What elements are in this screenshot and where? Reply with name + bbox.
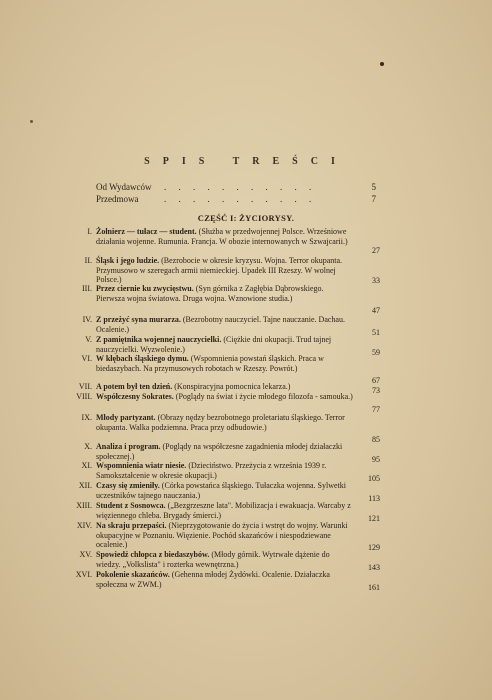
entry-page: 95	[372, 455, 380, 464]
entry-number: I.	[87, 227, 92, 236]
entry-desc: (Córka powstańca śląskiego. Tułaczka wojenna. Sylwetki uczestników tajnego nauczania.)	[96, 481, 346, 500]
entry-desc: (Dzieciństwo. Przeżycia z września 1939 r. Samokształcenie w okresie okupacji.)	[96, 461, 327, 480]
entry-page: 51	[372, 328, 380, 337]
entry-title: Student z Sosnowca.	[96, 501, 166, 510]
entry-page: 59	[372, 348, 380, 357]
entry-page: 27	[372, 246, 380, 255]
entry-desc: (Poglądy na współczesne zagadnienia młodej działaczki społecznej.)	[96, 442, 343, 461]
entry-title: Analiza i program.	[96, 442, 161, 451]
entry-text	[96, 382, 354, 392]
entry-page: 67	[372, 376, 380, 385]
prelim-row	[96, 193, 376, 205]
entry-text	[96, 354, 354, 373]
paper-spot	[30, 120, 33, 123]
entry-text	[96, 284, 354, 303]
prelim-label: Od Wydawców	[96, 182, 152, 192]
prelim-row	[96, 181, 376, 193]
entry-title: Młody partyzant.	[96, 413, 156, 422]
prelim-page: 7	[371, 194, 376, 204]
entry-number: XV.	[79, 550, 92, 559]
entry-text	[96, 521, 354, 550]
entry-desc: (Bezrobocie w okresie kryzysu. Wojna. Terror okupanta. Przymusowo w szeregach armii niemieckiej. Upadek III Rzeszy. W wolnej Polsce.)	[96, 256, 343, 285]
entry-text	[96, 481, 354, 500]
leader-dots: . . . . . . . . . . .	[164, 182, 317, 192]
entry-page: 73	[372, 386, 380, 395]
prelim-label: Przedmowa	[96, 194, 139, 204]
entry-text	[96, 256, 354, 285]
entry-page: 47	[372, 306, 380, 315]
entry-number: VII.	[78, 382, 92, 391]
entry-desc: (Nieprzygotowanie do życia i wstręt do wojny. Warunki okupacyjne w Poznaniu. Więzienie. Pochód skazańców i niespodziewane ocalenie.)	[96, 521, 348, 550]
entry-page: 85	[372, 435, 380, 444]
entry-number: XI.	[81, 461, 92, 470]
entry-title: A potem był ten dzień.	[96, 382, 173, 391]
prelim-page: 5	[371, 182, 376, 192]
entry-page: 143	[368, 563, 380, 572]
entry-number: X.	[84, 442, 92, 451]
entry-page: 121	[368, 514, 380, 523]
entry-number: III.	[82, 284, 92, 293]
entry-desc: (Ciężkie dni okupacji. Trud tajnej nauczycielki. Wyzwolenie.)	[96, 335, 332, 354]
entry-number: XVI.	[75, 570, 92, 579]
entry-title: Śląsk i jego ludzie.	[96, 256, 160, 265]
entry-desc: (Młody górnik. Wytrwałe dążenie do wiedzy. „Volkslista" i rozterka wewnętrzna.)	[96, 550, 330, 569]
entry-text	[96, 461, 354, 480]
entry-text	[96, 550, 354, 569]
entry-page: 113	[368, 494, 380, 503]
entry-number: VI.	[81, 354, 92, 363]
entry-number: IX.	[81, 413, 92, 422]
prelim-list	[96, 181, 376, 205]
entry-title: Współczesny Sokrates.	[96, 392, 174, 401]
entry-desc: (Poglądy na świat i życie młodego filozofa - samouka.)	[173, 392, 353, 401]
entry-text	[96, 335, 354, 354]
entry-title: Z przeżyć syna murarza.	[96, 315, 181, 324]
entry-desc: (Konspiracyjna pomocnica lekarza.)	[172, 382, 291, 391]
entry-desc: (Wspomnienia powstań śląskich. Praca w biedaszybach. Na przymusowych robotach w Rzeszy. Powrót.)	[96, 354, 324, 373]
entry-text	[96, 392, 354, 402]
entry-number: II.	[84, 256, 92, 265]
entry-page: 33	[372, 276, 380, 285]
page-heading: SPIS TREŚCI	[144, 156, 348, 167]
entry-desc: (Obrazy nędzy bezrobotnego proletariatu śląskiego. Terror okupanta. Walka podziemna. Praca przy odbudowie.)	[96, 413, 345, 432]
entry-number: V.	[85, 335, 92, 344]
entry-text	[96, 501, 354, 520]
entry-page: 105	[368, 474, 380, 483]
entry-page: 161	[368, 583, 380, 592]
entry-number: XII.	[78, 481, 92, 490]
entry-number: VIII.	[76, 392, 92, 401]
entry-desc: (Syn górnika z Zagłębia Dąbrowskiego. Pierwsza wojna światowa. Druga wojna. Wznowione studia.)	[96, 284, 324, 303]
entry-text	[96, 413, 354, 432]
entry-page: 129	[368, 543, 380, 552]
entry-text	[96, 227, 354, 246]
entry-text	[96, 570, 354, 589]
entry-desc: (Gehenna młodej Żydówki. Ocalenie. Działaczka społeczna w ZWM.)	[96, 570, 330, 589]
entry-number: IV.	[82, 315, 92, 324]
entry-number: XIII.	[76, 501, 92, 510]
entry-desc: („Bezgrzeszne lata". Mobilizacja i ewakuacja. Warcaby z więziennego chleba. Brygady śmierci.)	[96, 501, 351, 520]
entry-title: Żołnierz — tułacz — student.	[96, 227, 197, 236]
entry-title: Na skraju przepaści.	[96, 521, 167, 530]
paper-spot	[380, 62, 384, 66]
entry-text	[96, 315, 354, 334]
entry-text	[96, 442, 354, 461]
entry-title: Z pamiętnika wojennej nauczycielki.	[96, 335, 222, 344]
leader-dots: . . . . . . . . . . .	[164, 194, 317, 204]
entry-title: W kłębach śląskiego dymu.	[96, 354, 189, 363]
entry-page: 77	[372, 405, 380, 414]
entry-title: Spowiedź chłopca z biedaszybów.	[96, 550, 210, 559]
entry-title: Przez ciernie ku zwycięstwu.	[96, 284, 194, 293]
entry-title: Czasy się zmieniły.	[96, 481, 160, 490]
entry-title: Wspomnienia wiatr niesie.	[96, 461, 187, 470]
entry-title: Pokolenie skazańców.	[96, 570, 170, 579]
entry-number: XIV.	[76, 521, 92, 530]
entry-desc: (Służba w przedwojennej Polsce. Wrześniowe działania wojenne. Rumunia. Francja. W obozie internowanych w Szwajcarii.)	[96, 227, 348, 246]
entry-desc: (Bezrobotny nauczyciel. Tajne nauczanie. Dachau. Ocalenie.)	[96, 315, 345, 334]
part-title: CZĘŚĆ I: ŻYCIORYSY.	[197, 213, 295, 223]
